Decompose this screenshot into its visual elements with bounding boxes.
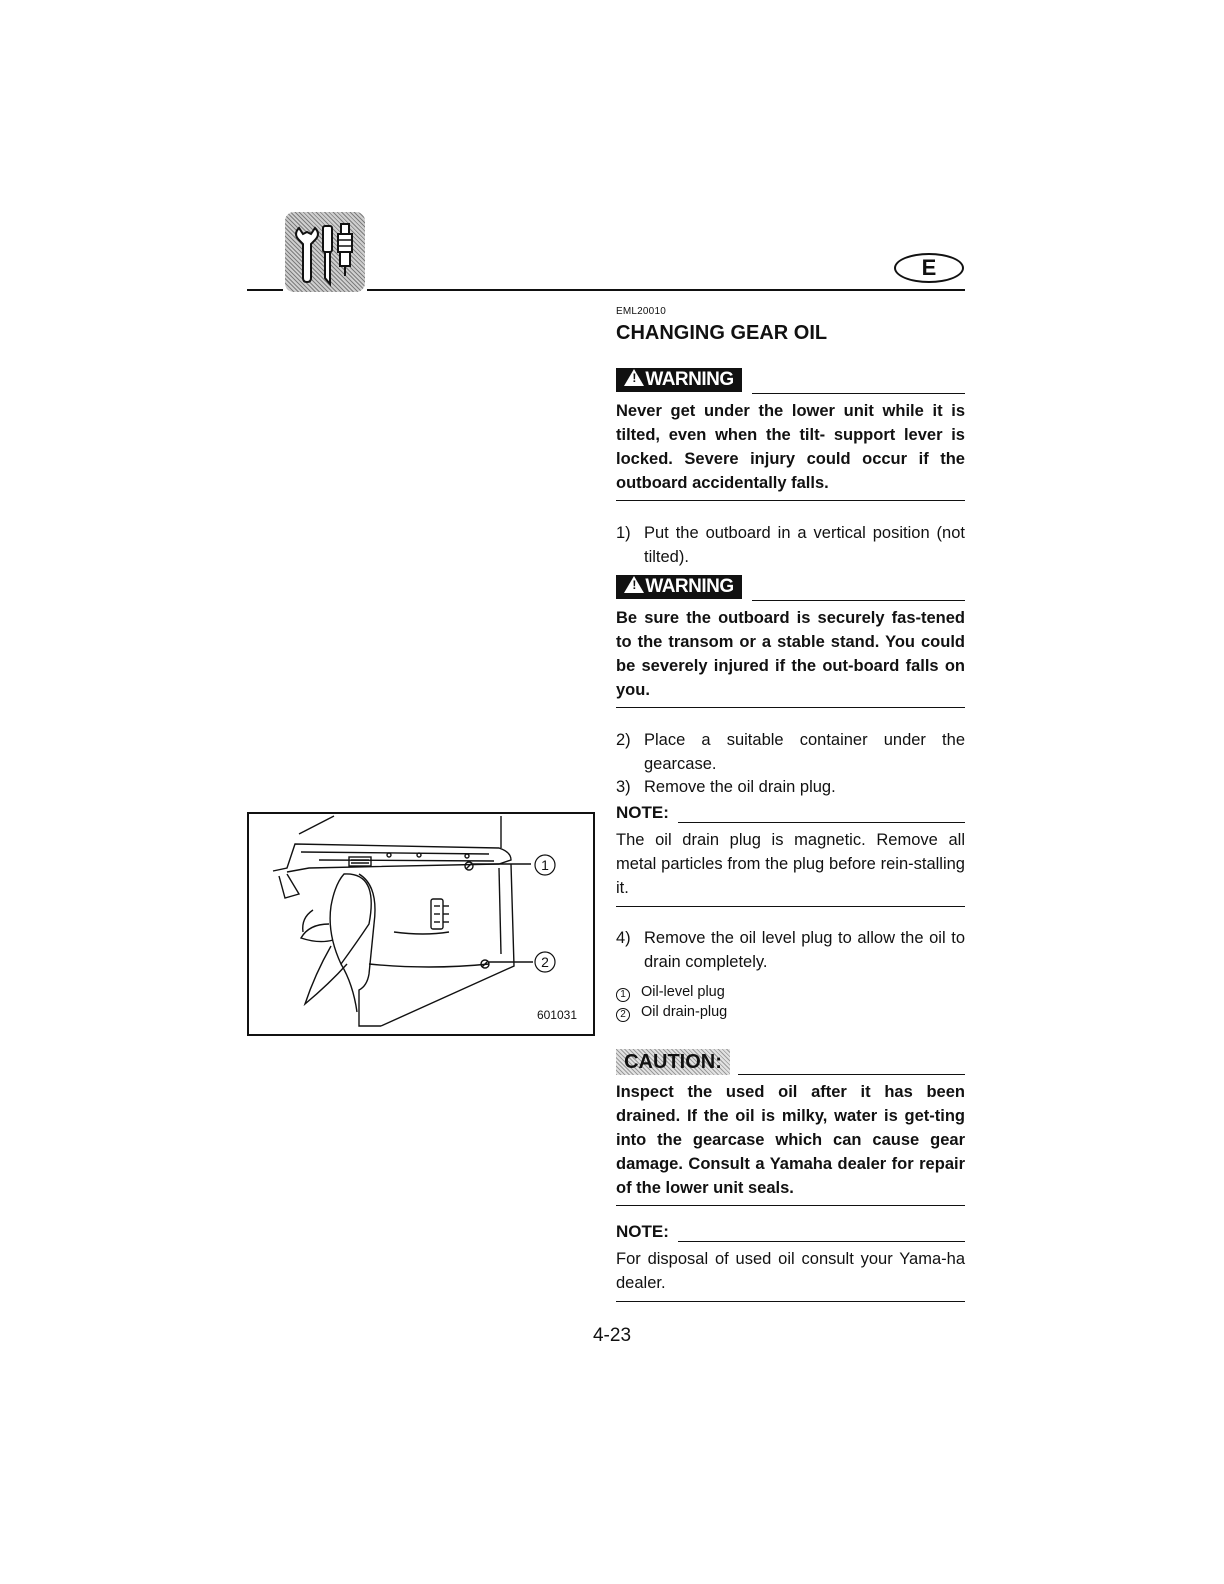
note-label: NOTE: (616, 1222, 669, 1241)
lower-unit-illustration (249, 814, 593, 1034)
step-number: 3) (616, 778, 631, 796)
warning-triangle-icon (624, 369, 644, 386)
warning-rule (752, 600, 965, 601)
warning-rule (752, 393, 965, 394)
language-badge: E (894, 253, 964, 283)
warning-text: Be sure the outboard is securely fas-tened to the transom or a stable stand. You could be severely injured if the out-board falls on you. (616, 609, 965, 699)
caution-text: Inspect the used oil after it has been drained. If the oil is milky, water is get-ting into the gearcase which can cause gear damage. Consult a Yamaha dealer for repair of the lower unit seals. (616, 1083, 965, 1197)
note-end-rule (616, 1301, 965, 1302)
figure-code: 601031 (536, 1008, 577, 1022)
figure-callout-1: 1 (541, 857, 549, 873)
header-rule (367, 289, 965, 291)
step-text: Remove the oil level plug to allow the oil to drain completely. (644, 929, 965, 971)
gearcase-figure (247, 812, 595, 1036)
callout-number: 1 (616, 988, 630, 1002)
note-text: For disposal of used oil consult your Yama-ha dealer. (616, 1250, 965, 1292)
step-number: 4) (616, 929, 631, 947)
legend-item (616, 982, 725, 1002)
note-label: NOTE: (616, 803, 669, 822)
page-number: 4-23 (592, 1325, 632, 1346)
warning-header (616, 575, 965, 601)
step-text: Place a suitable container under the gearcase. (644, 731, 965, 773)
callout-number: 2 (616, 1008, 630, 1022)
warning-triangle-icon (624, 576, 644, 593)
warning-badge: !WARNING (616, 575, 742, 599)
step-text: Put the outboard in a vertical position (not tilted). (644, 524, 965, 566)
note-header (616, 803, 965, 825)
legend-label: Oil drain-plug (641, 1004, 728, 1020)
note-rule (678, 822, 965, 823)
caution-end-rule (616, 1205, 965, 1206)
step-2 (616, 728, 965, 776)
section-title: CHANGING GEAR OIL (616, 322, 828, 344)
caution-rule (738, 1074, 965, 1075)
legend-item (616, 1002, 727, 1022)
warning-end-rule (616, 707, 965, 708)
warning-header (616, 368, 965, 394)
step-number: 2) (616, 731, 631, 749)
warning-text: Never get under the lower unit while it is tilted, even when the tilt- support lever is locked. Severe injury could occur if the outboard accidentally falls. (616, 402, 965, 492)
tools-icon (285, 212, 365, 292)
caution-header (616, 1049, 965, 1075)
warning-badge: !WARNING (616, 368, 742, 392)
note-end-rule (616, 906, 965, 907)
legend-label: Oil-level plug (641, 984, 725, 1000)
note-rule (678, 1241, 965, 1242)
step-number: 1) (616, 524, 631, 542)
step-text: Remove the oil drain plug. (644, 778, 836, 796)
figure-callout-2: 2 (541, 954, 549, 970)
step-1 (616, 521, 965, 569)
step-4 (616, 926, 965, 974)
step-3 (616, 775, 965, 799)
note-text: The oil drain plug is magnetic. Remove all metal particles from the plug before rein-stalling it. (616, 831, 965, 897)
caution-badge: CAUTION: (616, 1049, 730, 1075)
header-rule-left (247, 289, 283, 291)
warning-end-rule (616, 500, 965, 501)
section-code: EML20010 (616, 306, 666, 317)
note-header (616, 1222, 965, 1244)
